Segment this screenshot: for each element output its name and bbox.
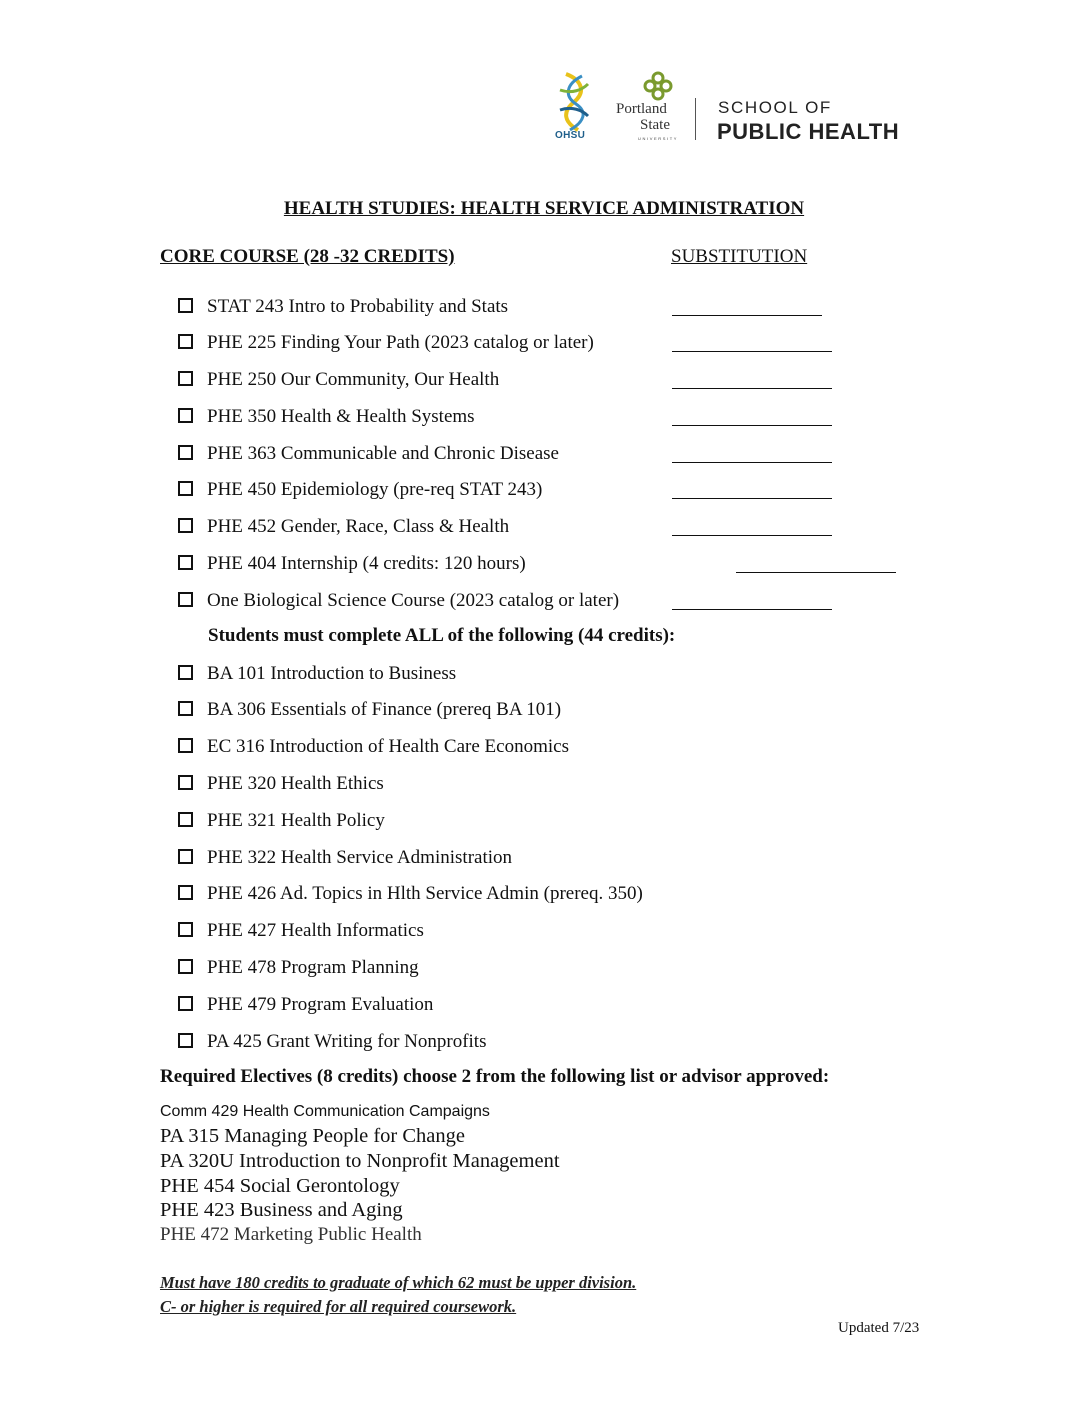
course-label: PHE 225 Finding Your Path (2023 catalog or later): [207, 332, 594, 353]
core-course-item: [178, 514, 509, 540]
core-course-item: [178, 441, 559, 467]
substitution-blank[interactable]: [672, 315, 822, 316]
elective-item: PHE 454 Social Gerontology: [160, 1175, 400, 1197]
core-course-item: [178, 294, 508, 320]
core-course-item: [178, 477, 542, 503]
course-label: PHE 350 Health & Health Systems: [207, 406, 475, 427]
checkbox[interactable]: [178, 996, 193, 1011]
page-title: HEALTH STUDIES: HEALTH SERVICE ADMINISTRATION: [283, 198, 805, 219]
course-label: STAT 243 Intro to Probability and Stats: [207, 296, 509, 317]
course-label: PHE 427 Health Informatics: [207, 920, 424, 941]
header-logos: [552, 70, 932, 146]
public-health-text: PUBLIC HEALTH: [717, 119, 900, 144]
required-course-item: [178, 992, 433, 1018]
electives-heading: Required Electives (8 credits) choose 2 from the following list or advisor approved:: [160, 1066, 830, 1087]
course-label: PA 425 Grant Writing for Nonprofits: [207, 1031, 487, 1052]
checkbox[interactable]: [178, 334, 193, 349]
psu-wordmark-line3: UNIVERSITY: [638, 136, 679, 141]
checkbox[interactable]: [178, 1033, 193, 1048]
required-course-item: [178, 734, 569, 760]
substitution-blank[interactable]: [672, 609, 832, 610]
updated-date: Updated 7/23: [838, 1320, 920, 1336]
checkbox[interactable]: [178, 701, 193, 716]
required-course-item: [178, 808, 385, 834]
core-course-heading: CORE COURSE (28 -32 CREDITS): [160, 246, 455, 267]
required-course-item: [178, 661, 456, 687]
elective-item: PA 315 Managing People for Change: [160, 1125, 466, 1147]
graduation-note: Must have 180 credits to graduate of which 62 must be upper division.: [160, 1273, 637, 1292]
core-course-item: [178, 330, 594, 356]
checkbox[interactable]: [178, 371, 193, 386]
course-label: BA 306 Essentials of Finance (prereq BA 101): [207, 699, 562, 720]
substitution-blank[interactable]: [672, 425, 832, 426]
checkbox[interactable]: [178, 408, 193, 423]
checkbox[interactable]: [178, 959, 193, 974]
course-label: PHE 479 Program Evaluation: [207, 994, 434, 1015]
checkbox[interactable]: [178, 481, 193, 496]
school-of-text: SCHOOL OF: [718, 98, 832, 117]
checkbox[interactable]: [178, 298, 193, 313]
course-label: EC 316 Introduction of Health Care Economics: [207, 736, 569, 757]
elective-item: PA 320U Introduction to Nonprofit Management: [160, 1150, 560, 1172]
substitution-blank[interactable]: [672, 498, 832, 499]
ohsu-wordmark: OHSU: [555, 130, 586, 141]
course-label: PHE 426 Ad. Topics in Hlth Service Admin (prereq. 350): [207, 883, 643, 904]
grade-note: C- or higher is required for all required coursework.: [160, 1297, 517, 1316]
required-course-item: [178, 881, 643, 907]
logo-divider: [695, 98, 696, 140]
course-label: PHE 250 Our Community, Our Health: [207, 369, 500, 390]
elective-item: PHE 472 Marketing Public Health: [160, 1224, 422, 1245]
required-course-item: [178, 955, 419, 981]
core-course-item: [178, 367, 499, 393]
core-course-item: [178, 588, 619, 614]
substitution-blank[interactable]: [672, 351, 832, 352]
substitution-blank[interactable]: [672, 388, 832, 389]
core-course-item: [178, 551, 526, 577]
course-label: PHE 452 Gender, Race, Class & Health: [207, 516, 510, 537]
substitution-blank[interactable]: [672, 462, 832, 463]
checkbox[interactable]: [178, 518, 193, 533]
checkbox[interactable]: [178, 812, 193, 827]
substitution-blank[interactable]: [736, 572, 896, 573]
required-course-item: [178, 918, 424, 944]
course-label: PHE 450 Epidemiology (pre-req STAT 243): [207, 479, 543, 500]
course-label: BA 101 Introduction to Business: [207, 663, 457, 684]
required-course-item: [178, 1029, 486, 1055]
required-course-item: [178, 697, 561, 723]
core-course-item: [178, 404, 475, 430]
checkbox[interactable]: [178, 849, 193, 864]
course-label: PHE 363 Communicable and Chronic Disease: [207, 443, 559, 464]
checkbox[interactable]: [178, 592, 193, 607]
course-label: One Biological Science Course (2023 catalog or later): [207, 590, 620, 611]
elective-item: PHE 423 Business and Aging: [160, 1199, 403, 1221]
course-label: PHE 322 Health Service Administration: [207, 847, 513, 868]
substitution-heading: SUBSTITUTION: [671, 246, 808, 267]
checkbox[interactable]: [178, 885, 193, 900]
checkbox[interactable]: [178, 922, 193, 937]
psu-wordmark-line1: Portland: [616, 101, 667, 117]
required-course-item: [178, 771, 384, 797]
course-label: PHE 478 Program Planning: [207, 957, 419, 978]
psu-logo-icon: [642, 70, 674, 102]
checkbox[interactable]: [178, 555, 193, 570]
required-course-item: [178, 845, 512, 871]
course-label: PHE 320 Health Ethics: [207, 773, 384, 794]
course-label: PHE 321 Health Policy: [207, 810, 385, 831]
course-label: PHE 404 Internship (4 credits: 120 hours): [207, 553, 526, 574]
required-all-heading: Students must complete ALL of the following (44 credits):: [208, 625, 676, 646]
substitution-blank[interactable]: [672, 535, 832, 536]
checkbox[interactable]: [178, 775, 193, 790]
checkbox[interactable]: [178, 665, 193, 680]
checkbox[interactable]: [178, 445, 193, 460]
elective-item: Comm 429 Health Communication Campaigns: [160, 1103, 490, 1120]
checkbox[interactable]: [178, 738, 193, 753]
psu-wordmark-line2: State: [640, 117, 670, 133]
